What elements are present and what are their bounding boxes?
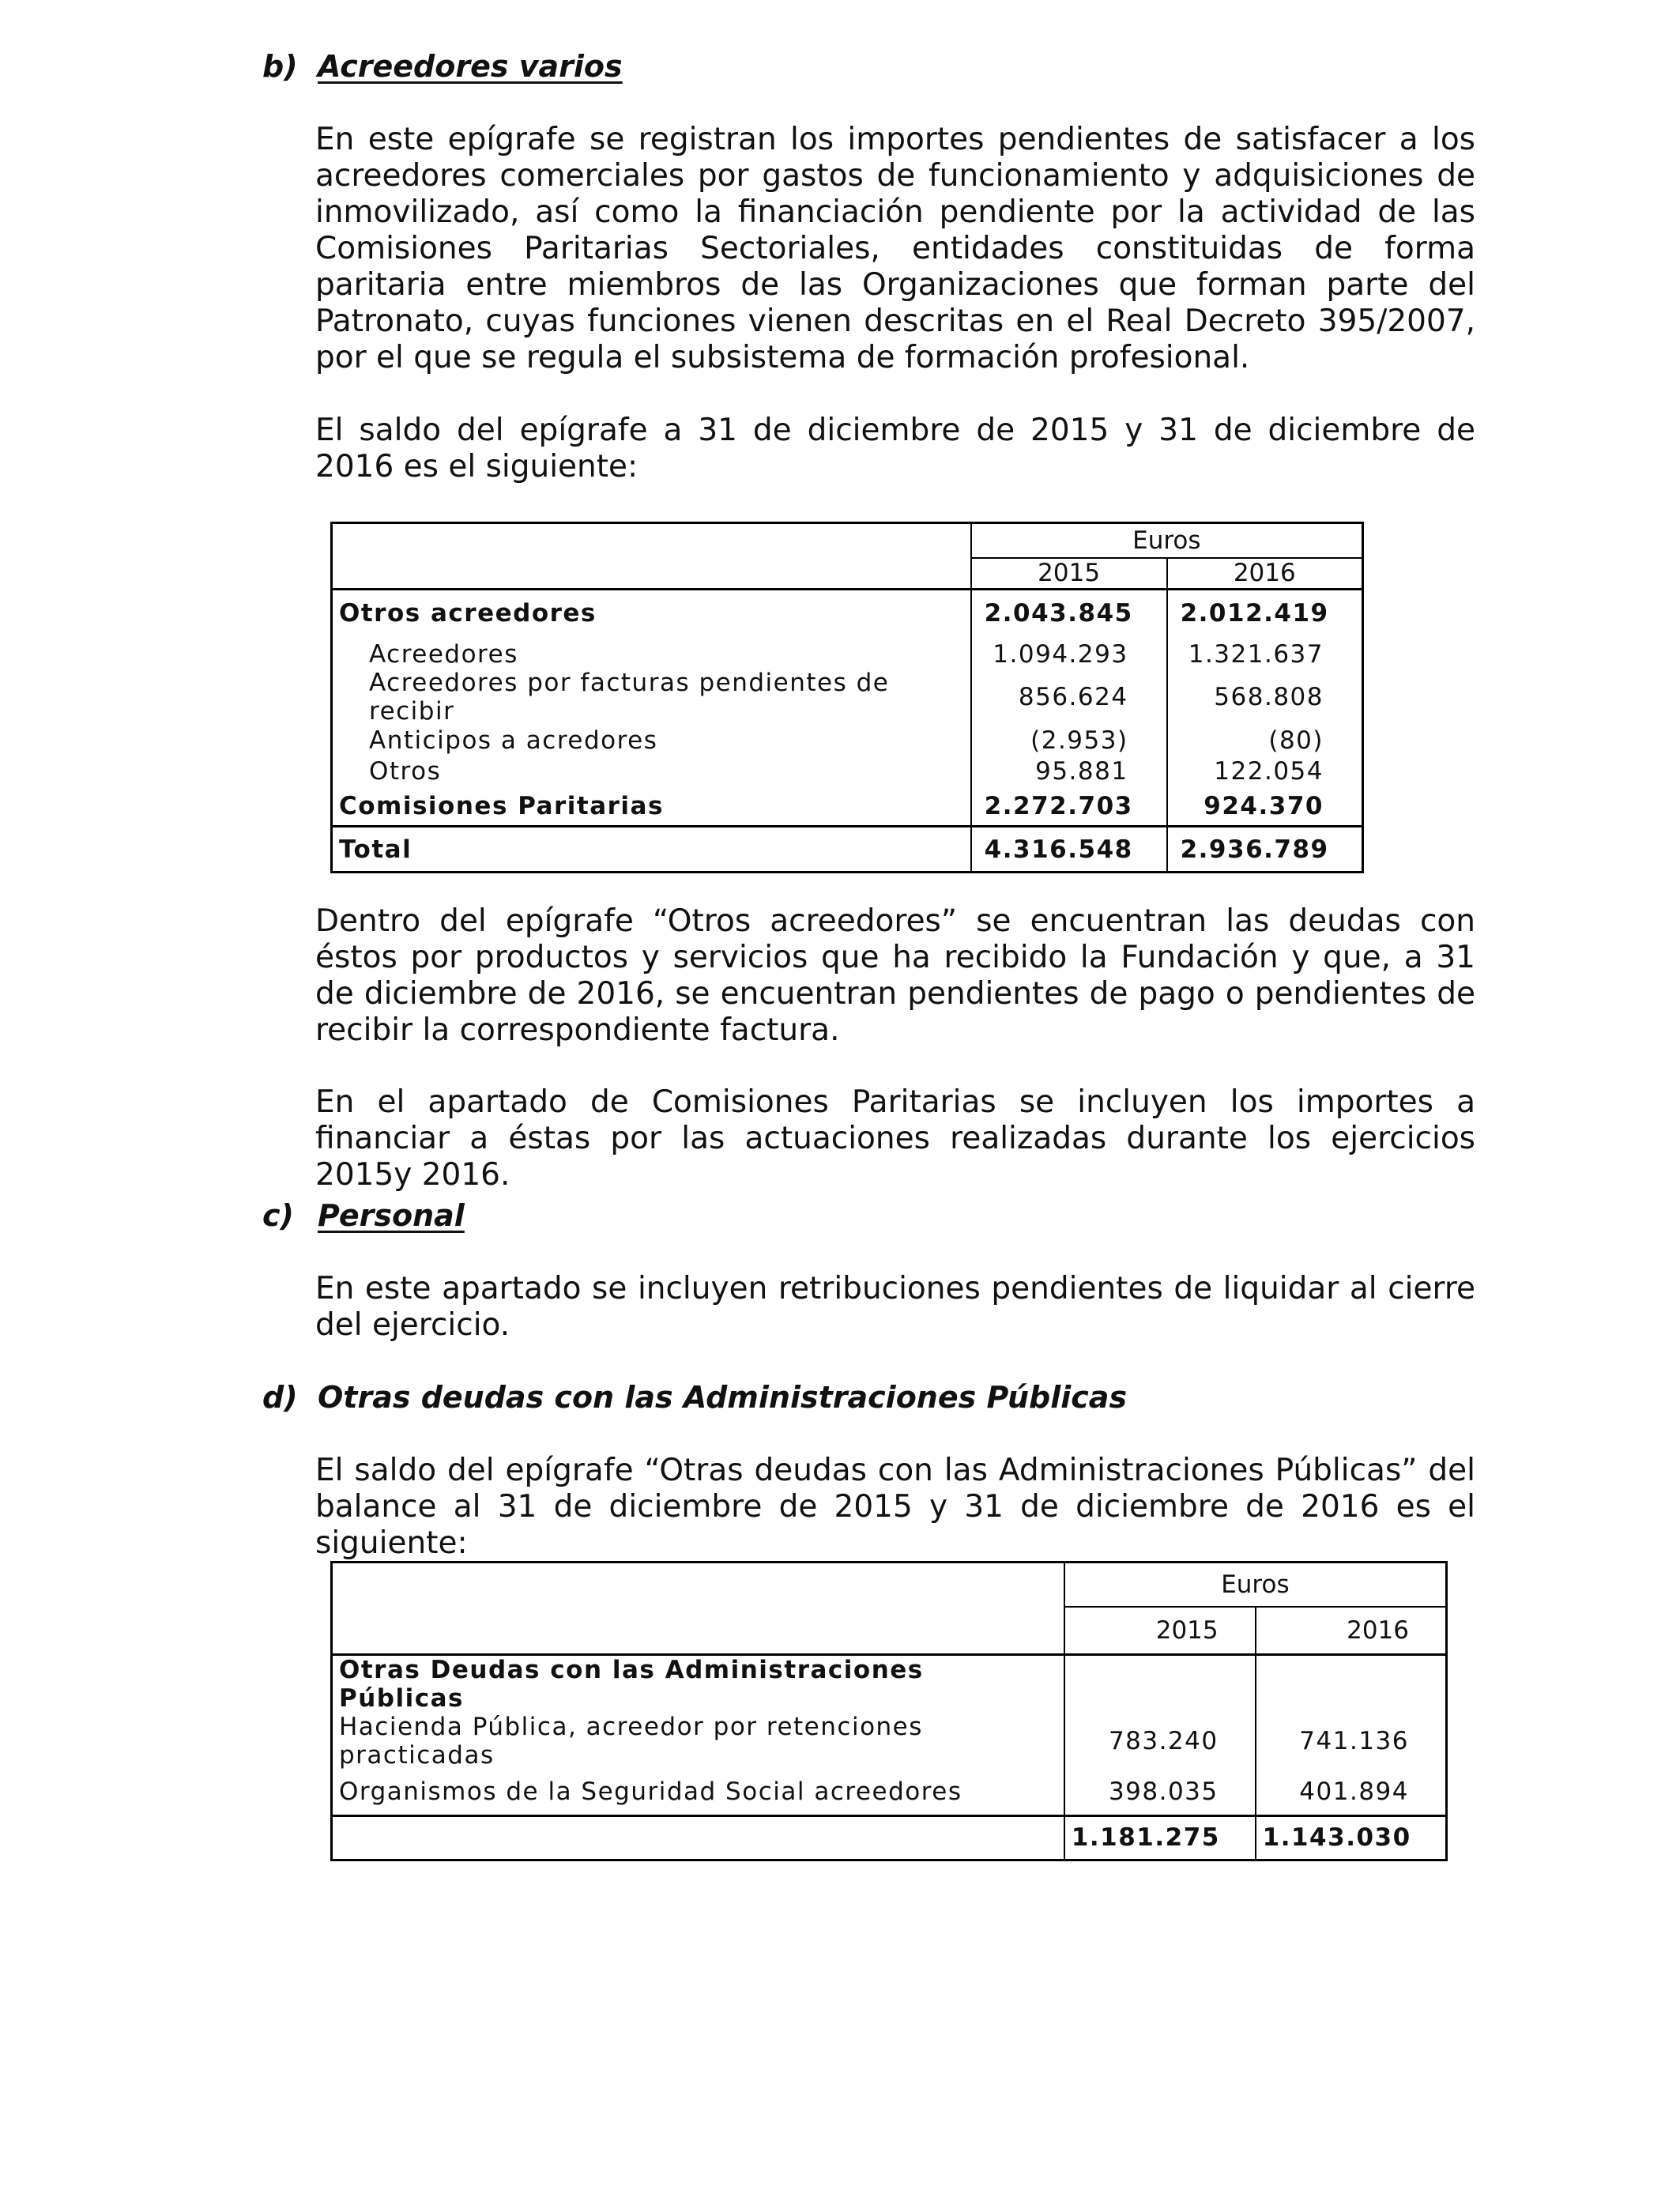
item-2015: 95.881 [971,756,1167,787]
table-header-row [332,1563,1447,1607]
section-d-heading [262,1380,1127,1415]
section-c-heading [262,1198,465,1233]
year-2015-header: 2015 [1064,1607,1256,1655]
table-row [332,1770,1447,1815]
item-2015: 398.035 [1064,1770,1256,1815]
section-d-letter: d) [262,1380,298,1415]
section-c-letter: c) [262,1198,294,1233]
total-2015: 1.181.275 [1064,1815,1256,1860]
section-c-paragraph: En este apartado se incluyen retribuciones pendientes de liquidar al cierre del ejercicio. [315,1271,1475,1343]
item-2015: (2.953) [971,726,1167,756]
group-label: Otras Deudas con las Administraciones Públicas [332,1655,1064,1713]
total-label: Total [332,827,971,873]
table-row [332,756,1363,787]
year-2015-header: 2015 [971,558,1167,590]
item-label: Anticipos a acredores [332,726,971,756]
table-row [332,637,1363,669]
table-row [332,1713,1447,1770]
total-2015: 4.316.548 [971,827,1167,873]
item-2016: 568.808 [1214,682,1324,711]
section-b-title: Acreedores varios [318,49,623,84]
year-2016-header: 2016 [1256,1607,1447,1655]
section-b-paragraph-1: En este epígrafe se registran los importes pendientes de satisfacer a los acreedores comerciales por gastos de funcionamiento y adquisiciones de inmovilizado, así como la financiación pendiente por la actividad de las Comisiones Paritarias Sectoriales, entidades constituidas de forma paritaria entre miembros de las Organizaciones que forman parte del Patronato, cuyas funciones vienen descritas en el Real Decreto 395/2007, por el que se regula el subsistema de formación profesional. [315,122,1475,375]
table-row [332,590,1363,637]
item-label: Acreedores por facturas pendientes de recibir [332,669,971,726]
comisiones-2015: 2.272.703 [971,787,1167,827]
item-label: Organismos de la Seguridad Social acreedores [332,1770,1064,1815]
otros-acreedores-label: Otros acreedores [332,590,971,637]
item-2016: 401.894 [1256,1770,1447,1815]
section-b-paragraph-2: El saldo del epígrafe a 31 de diciembre de 2015 y 31 de diciembre de 2016 es el siguiente: [315,413,1475,484]
section-c-title: Personal [318,1198,465,1233]
table-row [332,669,1363,726]
table-row [332,1655,1447,1713]
section-d-title: Otras deudas con las Administraciones Públicas [318,1380,1128,1415]
table-header-row [332,523,1363,558]
administraciones-table [330,1561,1448,1861]
currency-header: Euros [1064,1563,1447,1607]
item-2016: 741.136 [1299,1727,1409,1755]
item-2015: 783.240 [1064,1713,1256,1770]
section-b-paragraph-3: Dentro del epígrafe “Otros acreedores” se encuentran las deudas con éstos por productos y servicios que ha recibido la Fundación y que, a 31 de diciembre de 2016, se encuentran pendientes de pago o pendientes de recibir la correspondiente factura. [315,903,1475,1048]
section-d-paragraph: El saldo del epígrafe “Otras deudas con las Administraciones Públicas” del balance al 31 de diciembre de 2015 y 31 de diciembre de 2016 es el siguiente: [315,1453,1475,1561]
section-b-heading [262,49,623,84]
section-b-letter: b) [262,49,298,84]
section-b-paragraph-4: En el apartado de Comisiones Paritarias se incluyen los importes a financiar a éstas por las actuaciones realizadas durante los ejercicios 2015y 2016. [315,1084,1475,1193]
table-total-row [332,1815,1447,1860]
comisiones-2016: 924.370 [1167,787,1363,827]
otros-acreedores-2016: 2.012.419 [1180,599,1329,628]
comisiones-label: Comisiones Paritarias [332,787,971,827]
total-2016: 1.143.030 [1262,1823,1411,1852]
year-2016-header: 2016 [1167,558,1363,590]
currency-header: Euros [971,523,1363,558]
otros-acreedores-2015: 2.043.845 [971,590,1167,637]
item-2015: 1.094.293 [971,637,1167,669]
item-label: Otros [332,756,971,787]
item-2015: 856.624 [971,669,1167,726]
item-2016: (80) [1268,726,1324,755]
item-label: Acreedores [332,637,971,669]
item-label: Hacienda Pública, acreedor por retenciones practicadas [332,1713,1064,1770]
total-2016: 2.936.789 [1180,835,1329,864]
acreedores-table [330,522,1364,873]
item-2016: 122.054 [1214,757,1324,786]
item-2016: 1.321.637 [1188,639,1324,669]
table-total-row [332,827,1363,873]
table-row [332,787,1363,827]
table-row [332,726,1363,756]
